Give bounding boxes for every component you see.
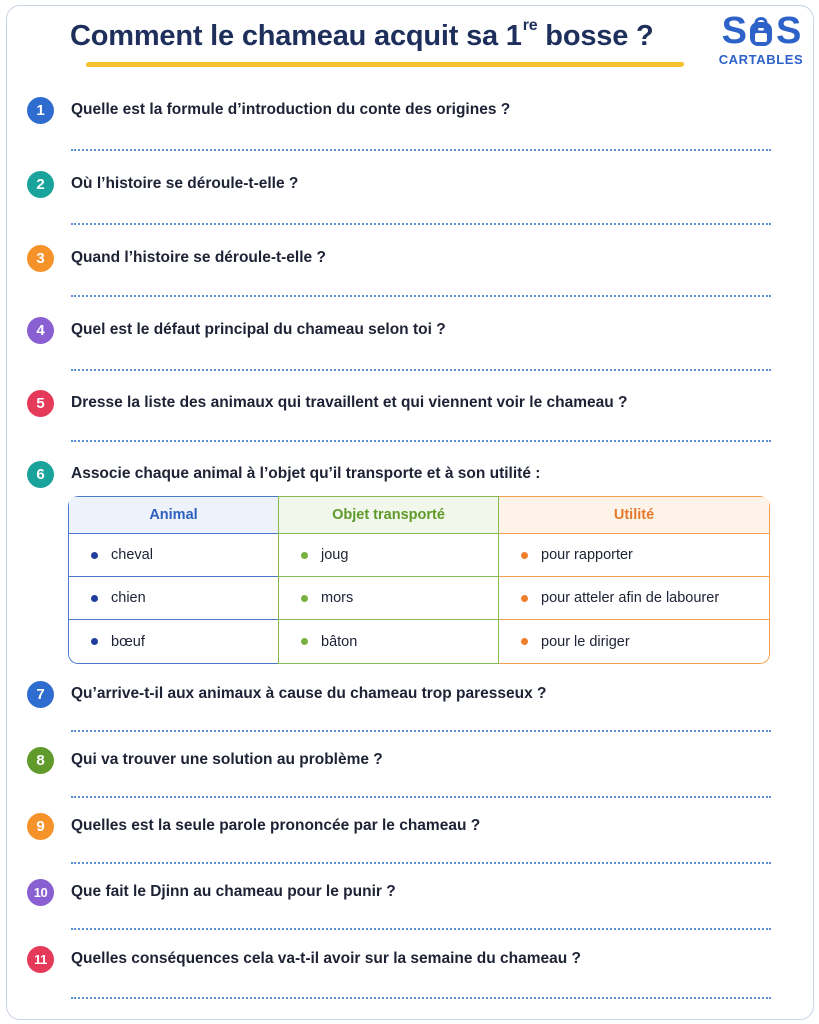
question-text: Qu’arrive-t-il aux animaux à cause du chameau trop paresseux ? xyxy=(71,685,547,702)
use-label: pour rapporter xyxy=(541,547,633,563)
question-text: Associe chaque animal à l’objet qu’il transporte et à son utilité : xyxy=(71,465,541,482)
link-dot-icon[interactable] xyxy=(301,552,308,559)
animal-header: Animal xyxy=(69,497,278,534)
question-text: Quand l’histoire se déroule-t-elle ? xyxy=(71,249,326,266)
link-dot-icon[interactable] xyxy=(521,552,528,559)
animal-label: bœuf xyxy=(111,633,145,650)
use-cell[interactable] xyxy=(499,577,769,620)
answer-line[interactable] xyxy=(71,730,771,732)
question-number-badge: 4 xyxy=(27,317,54,344)
object-cell[interactable] xyxy=(279,577,498,620)
link-dot-icon[interactable] xyxy=(521,638,528,645)
question-number-badge: 1 xyxy=(27,97,54,124)
link-dot-icon[interactable] xyxy=(91,552,98,559)
answer-line[interactable] xyxy=(71,862,771,864)
use-column xyxy=(499,496,770,664)
use-cell[interactable] xyxy=(499,620,769,663)
animal-cell[interactable] xyxy=(69,620,278,663)
answer-line[interactable] xyxy=(71,440,771,442)
link-dot-icon[interactable] xyxy=(301,595,308,602)
logo-letter-s1: S xyxy=(721,10,746,52)
object-cell[interactable] xyxy=(279,620,498,663)
animal-cell[interactable] xyxy=(69,577,278,620)
question-text: Qui va trouver une solution au problème ? xyxy=(71,751,383,768)
question-text: Quelles est la seule parole prononcée par le chameau ? xyxy=(71,817,481,834)
brand-logo[interactable] xyxy=(716,12,806,70)
question-number-badge: 5 xyxy=(27,390,54,417)
animal-column xyxy=(68,496,278,664)
question-number-badge: 11 xyxy=(27,946,54,973)
answer-line[interactable] xyxy=(71,928,771,930)
matching-table xyxy=(68,496,770,664)
object-header: Objet transporté xyxy=(279,497,498,534)
question-number-badge: 6 xyxy=(27,461,54,488)
question-text: Que fait le Djinn au chameau pour le punir ? xyxy=(71,883,396,900)
link-dot-icon[interactable] xyxy=(91,638,98,645)
title-main: Comment le chameau acquit sa 1 xyxy=(70,20,522,52)
answer-line[interactable] xyxy=(71,997,771,999)
answer-line[interactable] xyxy=(71,223,771,225)
use-cell[interactable] xyxy=(499,534,769,577)
answer-line[interactable] xyxy=(71,796,771,798)
logo-word xyxy=(716,12,806,50)
backpack-icon xyxy=(747,16,775,48)
link-dot-icon[interactable] xyxy=(91,595,98,602)
answer-line[interactable] xyxy=(71,295,771,297)
animal-label: cheval xyxy=(111,547,153,563)
question-text: Quelles conséquences cela va-t-il avoir sur la semaine du chameau ? xyxy=(71,950,581,967)
question-number-badge: 7 xyxy=(27,681,54,708)
answer-line[interactable] xyxy=(71,149,771,151)
link-dot-icon[interactable] xyxy=(521,595,528,602)
use-label: pour atteler afin de labourer xyxy=(541,590,720,606)
question-text: Dresse la liste des animaux qui travaillent et qui viennent voir le chameau ? xyxy=(71,394,628,411)
title-superscript: re xyxy=(522,17,538,35)
object-label: bâton xyxy=(321,633,358,650)
logo-subtitle: CARTABLES xyxy=(718,52,804,67)
question-text: Quel est le défaut principal du chameau selon toi ? xyxy=(71,321,446,338)
question-number-badge: 3 xyxy=(27,245,54,272)
question-number-badge: 8 xyxy=(27,747,54,774)
title-underline xyxy=(86,62,685,67)
logo-letter-s2: S xyxy=(776,10,801,52)
question-number-badge: 9 xyxy=(27,813,54,840)
object-cell[interactable] xyxy=(279,534,498,577)
page-title xyxy=(70,17,690,53)
object-label: mors xyxy=(321,590,354,606)
question-text: Quelle est la formule d’introduction du conte des origines ? xyxy=(71,101,511,118)
animal-label: chien xyxy=(111,590,146,606)
object-column xyxy=(278,496,499,664)
use-header: Utilité xyxy=(499,497,769,534)
title-end: bosse ? xyxy=(537,20,654,52)
use-label: pour le diriger xyxy=(541,633,630,650)
question-text: Où l’histoire se déroule-t-elle ? xyxy=(71,175,299,192)
question-number-badge: 2 xyxy=(27,171,54,198)
object-label: joug xyxy=(321,547,349,563)
question-number-badge: 10 xyxy=(27,879,54,906)
animal-cell[interactable] xyxy=(69,534,278,577)
link-dot-icon[interactable] xyxy=(301,638,308,645)
answer-line[interactable] xyxy=(71,369,771,371)
